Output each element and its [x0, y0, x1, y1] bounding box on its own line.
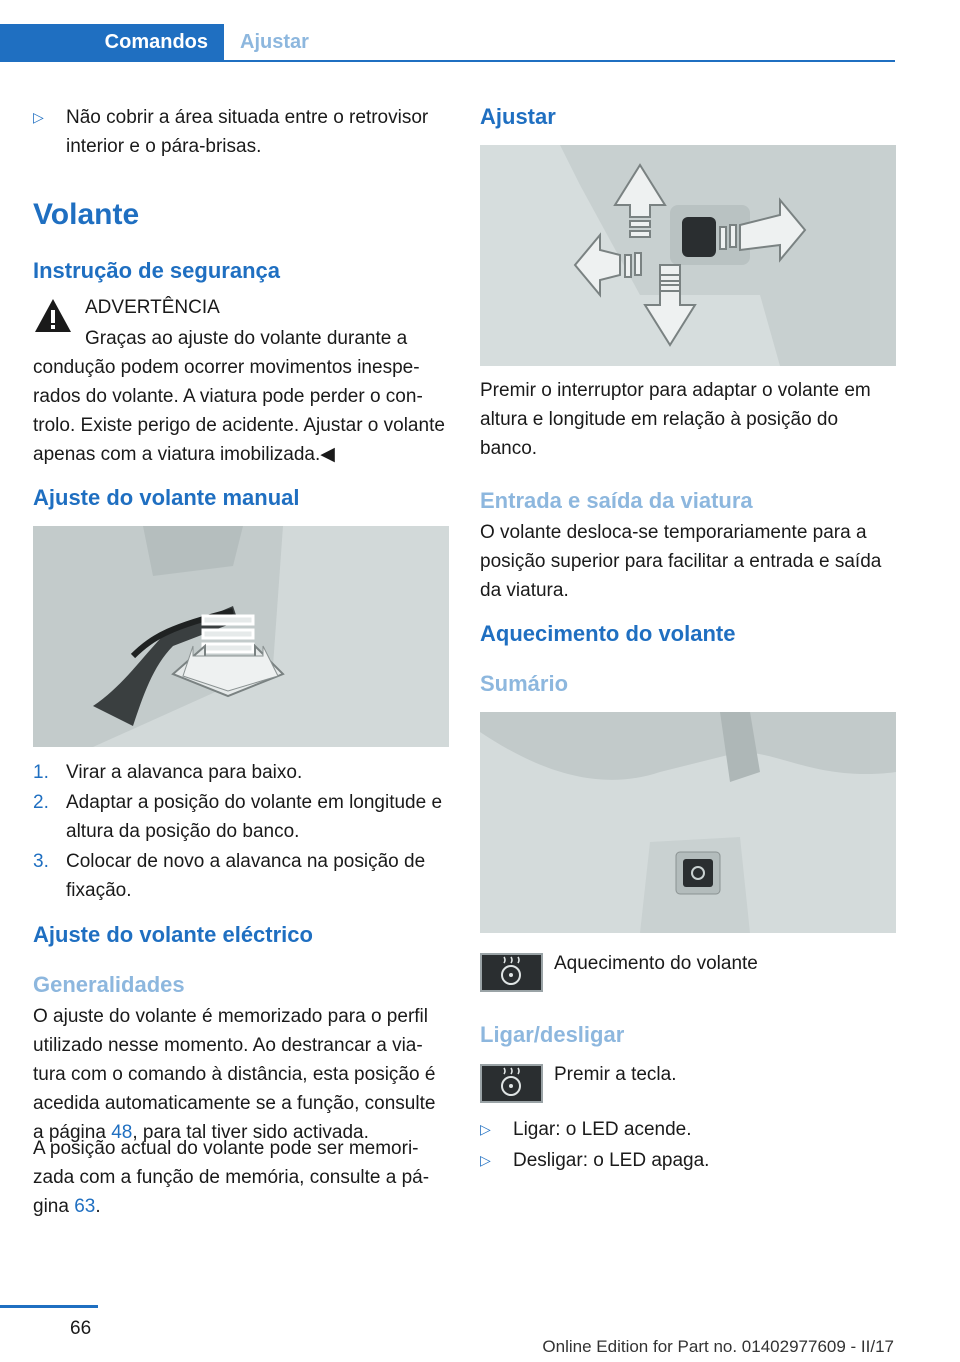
warning-text: condução podem ocorrer movimentos inesperados do volante. A viatura pode perder o controlo. Existe perigo de acidente. Ajustar o volante apenas com a viatura imobilizada.◀ — [33, 357, 445, 465]
tab-ajustar[interactable]: Ajustar — [240, 31, 309, 53]
triangle-bullet-icon: ▷ — [480, 1121, 491, 1137]
paragraph-premir-interruptor: Premir o interruptor para adaptar o volante em altura e longitude em relação à posição do banco. — [480, 380, 871, 459]
page-link-48[interactable]: 48 — [111, 1122, 133, 1143]
heading-aquecimento: Aquecimento do volante — [480, 621, 736, 646]
edition-text: Online Edition for Part no. 01402977609 - II/17 — [542, 1337, 894, 1356]
section-title-volante: Volante — [33, 198, 140, 231]
paragraph-memorizado: O ajuste do volante é memorizado para o perfil utilizado nesse momento. Ao destrancar a viatura com o comando à distância, esta posição é acedida automaticamente se a função, consulte a página 48, para tal tiver sido activada. — [33, 1006, 436, 1143]
step-number: 3. — [33, 851, 49, 872]
header-rule — [0, 60, 895, 62]
step-text: Virar a alavanca para baixo. — [66, 762, 303, 783]
heading-ajuste-manual: Ajuste do volante manual — [33, 485, 300, 510]
steering-heat-button-icon — [480, 1064, 543, 1103]
heading-ajuste-electrico: Ajuste do volante eléctrico — [33, 922, 313, 947]
paragraph-premir-tecla: Premir a tecla. — [554, 1064, 677, 1085]
heading-sumario: Sumário — [480, 671, 569, 696]
electric-adjust-image — [480, 145, 896, 366]
paragraph-entrada-saida: O volante desloca-se temporariamente para a posição superior para facilitar a entrada e saída da viatura. — [480, 522, 882, 601]
page-link-63[interactable]: 63 — [74, 1196, 96, 1217]
heading-ajustar: Ajustar — [480, 104, 556, 129]
heading-ligar-desligar: Ligar/desligar — [480, 1022, 625, 1047]
heating-button-image — [480, 712, 896, 933]
step-number: 1. — [33, 762, 49, 783]
warning-line-1: Graças ao ajuste do volante durante a — [85, 328, 408, 349]
triangle-bullet-icon: ▷ — [480, 1152, 491, 1168]
paragraph-memoria: A posição actual do volante pode ser memorizada com a função de memória, consulte a página 63. — [33, 1138, 430, 1217]
heading-entrada-saida: Entrada e saída da viatura — [480, 488, 753, 513]
warning-triangle-icon — [33, 297, 73, 335]
heading-instrucao-seguranca: Instrução de segurança — [33, 258, 280, 283]
icon-label-aquecimento: Aquecimento do volante — [554, 953, 758, 974]
step-text: Adaptar a posição do volante em longitude e altura da posição do banco. — [66, 792, 443, 842]
manual-lever-image — [33, 526, 449, 747]
header-tabs — [0, 24, 895, 62]
step-text: Colocar de novo a alavanca na posição de fixação. — [66, 851, 426, 901]
steering-heat-icon — [480, 953, 543, 992]
page-number: 66 — [70, 1318, 92, 1339]
bullet-text: Não cobrir a área situada entre o retrovisor interior e o pára-brisas. — [66, 107, 429, 157]
bullet-text: Desligar: o LED apaga. — [513, 1150, 710, 1171]
triangle-bullet-icon: ▷ — [33, 109, 44, 125]
tab-comandos[interactable]: Comandos — [0, 24, 224, 61]
bullet-text: Ligar: o LED acende. — [513, 1119, 692, 1140]
heading-generalidades: Generalidades — [33, 972, 185, 997]
footer-rule — [0, 1305, 98, 1308]
warning-title: ADVERTÊNCIA — [85, 297, 220, 318]
step-number: 2. — [33, 792, 49, 813]
